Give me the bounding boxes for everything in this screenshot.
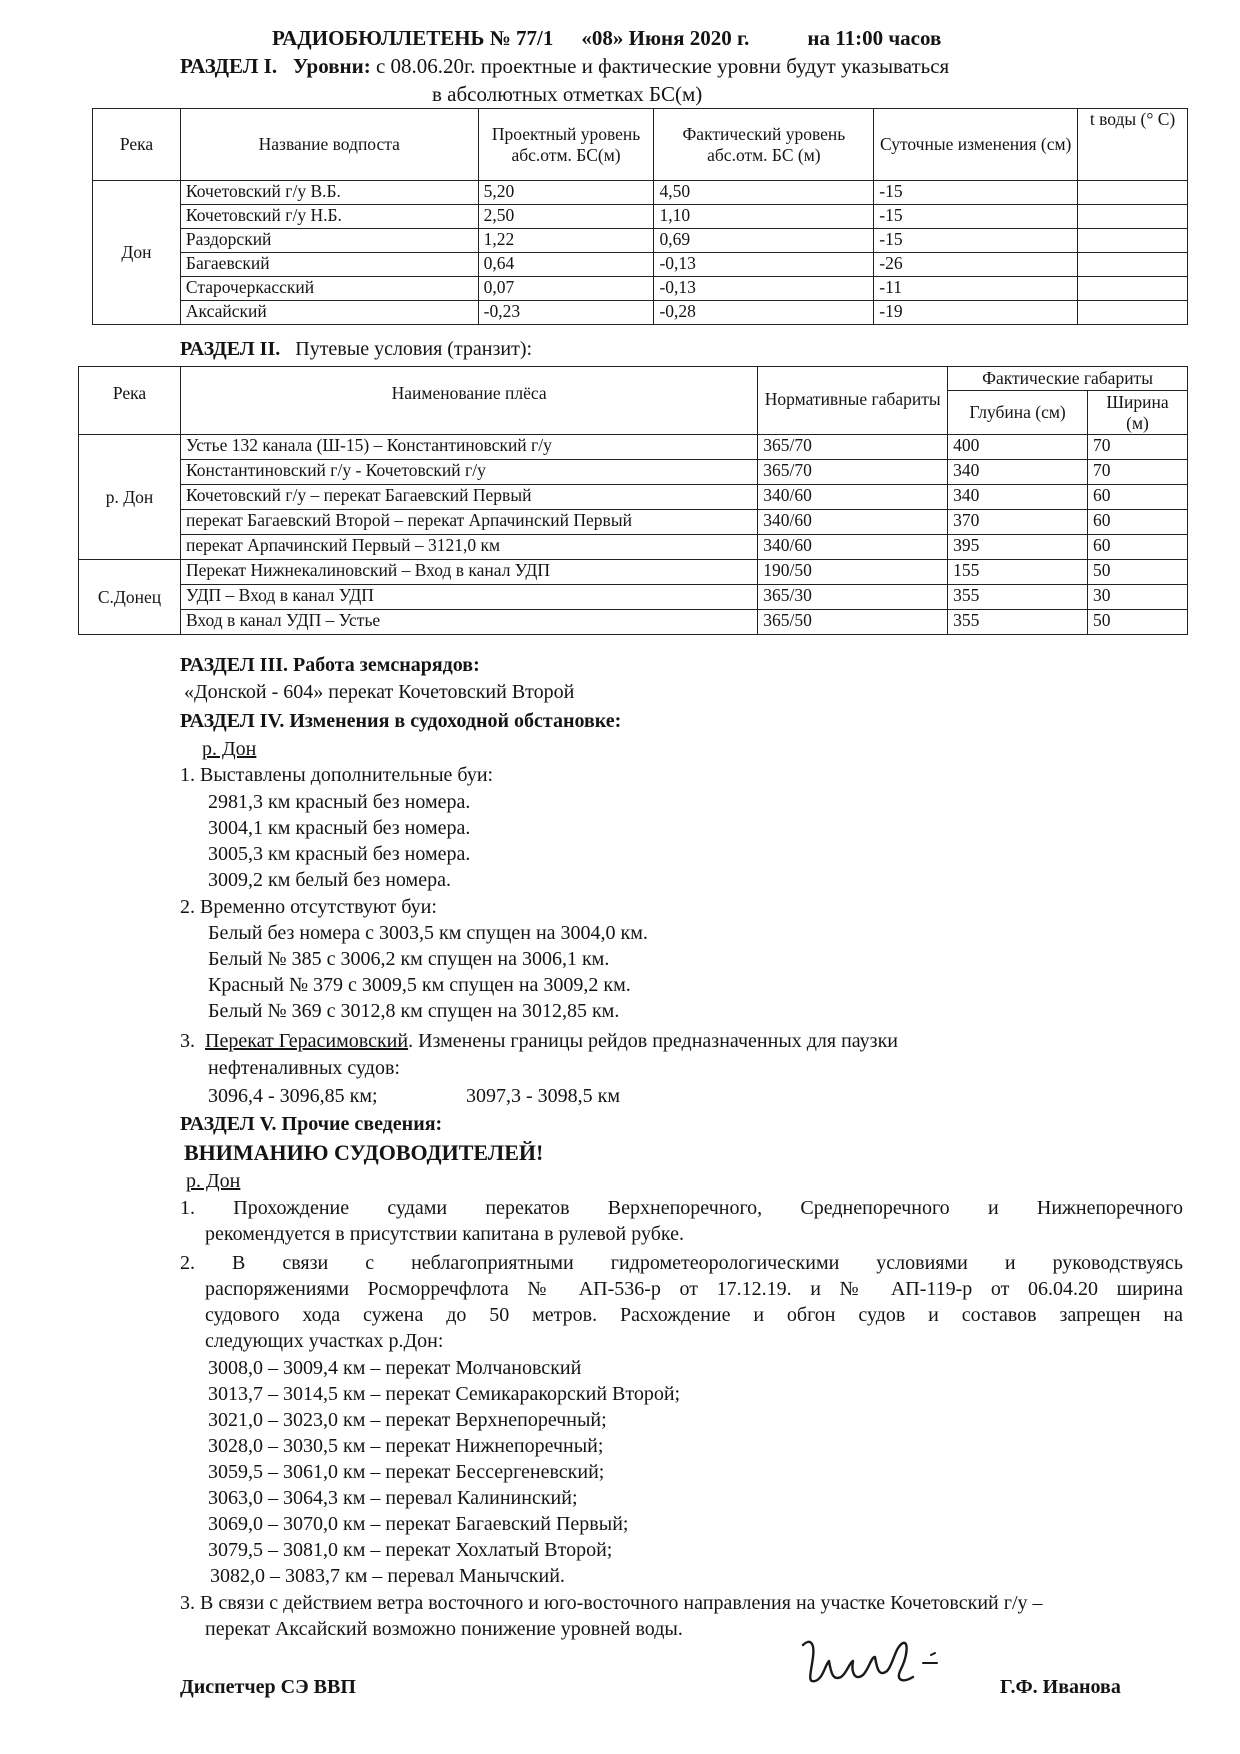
table-row — [93, 229, 1188, 253]
section5-heading: РАЗДЕЛ V. Прочие сведения: — [180, 1113, 443, 1135]
section5-p1-line2: рекомендуется в присутствии капитана в рулевой рубке. — [205, 1223, 684, 1245]
list-item: Белый № 369 с 3012,8 км спущен на 3012,85 км. — [208, 1000, 620, 1022]
section5-p2-line4: следующих участках р.Дон: — [205, 1330, 444, 1352]
table-row — [79, 560, 1188, 585]
section4-item3-text: . Изменены границы рейдов предназначенных для паузки — [408, 1030, 898, 1052]
transit-depth-cell: 355 — [948, 610, 1088, 635]
signer-name: Г.Ф. Иванова — [1000, 1676, 1121, 1698]
list-item: 3009,2 км белый без номера. — [208, 869, 451, 891]
section5-p3-line1: 3. В связи с действием ветра восточного и юго-восточного направления на участке Кочетовский г/у – — [180, 1592, 1043, 1614]
transit-width-cell: 70 — [1088, 460, 1188, 485]
levels-actual-cell: -0,13 — [654, 253, 874, 277]
transit-river-cell: р. Дон — [79, 435, 181, 560]
list-item: 3063,0 – 3064,3 км – перевал Калининский; — [208, 1487, 578, 1509]
list-item: 3005,3 км красный без номера. — [208, 843, 471, 865]
transit-table — [78, 366, 1188, 635]
levels-actual-cell: -0,28 — [654, 301, 874, 325]
table-row — [93, 253, 1188, 277]
transit-norm-cell: 340/60 — [758, 485, 948, 510]
levels-temp-cell — [1078, 253, 1188, 277]
levels-daily-cell: -19 — [874, 301, 1078, 325]
section5-p2-line3: судового хода сужена до 50 метров. Расхождение и обгон судов и составов запрещен на — [205, 1304, 1183, 1326]
table-row — [79, 610, 1188, 635]
levels-actual-cell: 4,50 — [654, 181, 874, 205]
levels-river-cell: Дон — [93, 181, 181, 325]
levels-temp-cell — [1078, 229, 1188, 253]
levels-header-river: Река — [93, 109, 181, 181]
table-row — [79, 435, 1188, 460]
transit-stretch-cell: Кочетовский г/у – перекат Багаевский Первый — [180, 485, 757, 510]
table-row — [93, 277, 1188, 301]
transit-stretch-cell: УДП – Вход в канал УДП — [180, 585, 757, 610]
levels-project-cell: 5,20 — [478, 181, 654, 205]
levels-daily-cell: -15 — [874, 181, 1078, 205]
section4-heading: РАЗДЕЛ IV. Изменения в судоходной обстановке: — [180, 710, 622, 732]
levels-temp-cell — [1078, 181, 1188, 205]
bulletin-time: на 11:00 часов — [807, 26, 942, 50]
section2-text: Путевые условия (транзит): — [295, 338, 533, 360]
list-item: 3082,0 – 3083,7 км – перевал Манычский. — [210, 1565, 565, 1587]
transit-header-width: Ширина (м) — [1088, 391, 1188, 435]
dispatcher-label: Диспетчер СЭ ВВП — [180, 1676, 356, 1698]
section5-river: р. Дон — [186, 1170, 241, 1192]
levels-daily-cell: -15 — [874, 205, 1078, 229]
bulletin-date: «08» Июня 2020 г. — [581, 26, 750, 50]
section4-item3-range1: 3096,4 - 3096,85 км; — [208, 1085, 378, 1107]
transit-depth-cell: 155 — [948, 560, 1088, 585]
list-item: Белый № 385 с 3006,2 км спущен на 3006,1 км. — [208, 948, 610, 970]
section1-text: с 08.06.20г. проектные и фактические уровни будут указываться — [370, 54, 950, 78]
table-row — [79, 460, 1188, 485]
signature-icon — [795, 1617, 975, 1712]
section5-p1-line1: 1. Прохождение судами перекатов Верхнепоречного, Среднепоречного и Нижнепоречного — [180, 1197, 1183, 1219]
section3-heading: РАЗДЕЛ III. Работа земснарядов: — [180, 654, 480, 676]
attention-heading: ВНИМАНИЮ СУДОВОДИТЕЛЕЙ! — [184, 1140, 544, 1165]
transit-norm-cell: 365/70 — [758, 460, 948, 485]
transit-depth-cell: 340 — [948, 460, 1088, 485]
transit-stretch-cell: Устье 132 канала (Ш-15) – Константиновский г/у — [180, 435, 757, 460]
table-row — [79, 535, 1188, 560]
levels-header-actual: Фактический уровень абс.отм. БС (м) — [654, 109, 874, 181]
section5-p2-line2: распоряжениями Росморречфлота № АП-536-р от 17.12.19. и № АП-119-р от 06.04.20 ширина — [205, 1278, 1183, 1300]
levels-project-cell: 0,07 — [478, 277, 654, 301]
transit-header-actual: Фактические габариты — [948, 367, 1188, 391]
list-item: 3004,1 км красный без номера. — [208, 817, 471, 839]
levels-project-cell: 2,50 — [478, 205, 654, 229]
list-item: Красный № 379 с 3009,5 км спущен на 3009,2 км. — [208, 974, 631, 996]
section1-levels-label: Уровни: — [292, 54, 371, 78]
transit-stretch-cell: Вход в канал УДП – Устье — [180, 610, 757, 635]
section4-item3 — [180, 1030, 898, 1053]
transit-width-cell: 30 — [1088, 585, 1188, 610]
bulletin-number: РАДИОБЮЛЛЕТЕНЬ № 77/1 — [272, 26, 554, 50]
levels-temp-cell — [1078, 205, 1188, 229]
section5-p2-line1: 2. В связи с неблагоприятными гидрометеорологическими условиями и руководствуясь — [180, 1252, 1183, 1274]
transit-depth-cell: 395 — [948, 535, 1088, 560]
section4-item1: 1. Выставлены дополнительные буи: — [180, 764, 494, 786]
transit-width-cell: 50 — [1088, 560, 1188, 585]
section2-label: РАЗДЕЛ II. — [180, 338, 281, 360]
levels-actual-cell: -0,13 — [654, 277, 874, 301]
levels-header-daily: Суточные изменения (см) — [874, 109, 1078, 181]
transit-depth-cell: 355 — [948, 585, 1088, 610]
section4-item3-number: 3. — [180, 1030, 195, 1052]
section4-item2: 2. Временно отсутствуют буи: — [180, 896, 437, 918]
section1-label: РАЗДЕЛ I. — [180, 54, 278, 78]
levels-daily-cell: -11 — [874, 277, 1078, 301]
table-row — [79, 485, 1188, 510]
table-row — [93, 181, 1188, 205]
section5-p3-line2: перекат Аксайский возможно понижение уровней воды. — [205, 1618, 683, 1640]
levels-header-project: Проектный уровень абс.отм. БС(м) — [478, 109, 654, 181]
transit-header-row — [79, 367, 1188, 391]
transit-width-cell: 60 — [1088, 535, 1188, 560]
transit-norm-cell: 340/60 — [758, 535, 948, 560]
levels-actual-cell: 0,69 — [654, 229, 874, 253]
levels-table — [92, 108, 1188, 325]
levels-daily-cell: -15 — [874, 229, 1078, 253]
section4-item3-range2: 3097,3 - 3098,5 км — [466, 1085, 621, 1107]
list-item: 3013,7 – 3014,5 км – перекат Семикаракорский Второй; — [208, 1383, 681, 1405]
transit-river-cell: С.Донец — [79, 560, 181, 635]
transit-header-norm: Нормативные габариты — [758, 367, 948, 435]
section4-item3-text2: нефтеналивных судов: — [208, 1057, 400, 1079]
list-item: 3028,0 – 3030,5 км – перекат Нижнепоречный; — [208, 1435, 604, 1457]
section2-heading — [180, 338, 532, 361]
transit-norm-cell: 190/50 — [758, 560, 948, 585]
transit-norm-cell: 365/50 — [758, 610, 948, 635]
levels-actual-cell: 1,10 — [654, 205, 874, 229]
levels-project-cell: -0,23 — [478, 301, 654, 325]
table-row — [79, 510, 1188, 535]
transit-norm-cell: 340/60 — [758, 510, 948, 535]
transit-header-depth: Глубина (см) — [948, 391, 1088, 435]
transit-norm-cell: 365/30 — [758, 585, 948, 610]
section1-subtext: в абсолютных отметках БС(м) — [432, 82, 703, 106]
levels-post-cell: Багаевский — [180, 253, 478, 277]
levels-header-temp: t воды (° С) — [1078, 109, 1188, 181]
list-item: 2981,3 км красный без номера. — [208, 791, 471, 813]
transit-stretch-cell: Перекат Нижнекалиновский – Вход в канал УДП — [180, 560, 757, 585]
section3-dredger-line: «Донской - 604» перекат Кочетовский Второй — [184, 681, 575, 703]
transit-depth-cell: 370 — [948, 510, 1088, 535]
levels-post-cell: Кочетовский г/у В.Б. — [180, 181, 478, 205]
transit-header-river: Река — [79, 367, 181, 435]
levels-temp-cell — [1078, 301, 1188, 325]
list-item: 3021,0 – 3023,0 км – перекат Верхнепоречный; — [208, 1409, 607, 1431]
list-item: Белый без номера с 3003,5 км спущен на 3004,0 км. — [208, 922, 648, 944]
levels-project-cell: 1,22 — [478, 229, 654, 253]
list-item: 3069,0 – 3070,0 км – перекат Багаевский Первый; — [208, 1513, 629, 1535]
levels-post-cell: Раздорский — [180, 229, 478, 253]
transit-depth-cell: 340 — [948, 485, 1088, 510]
transit-stretch-cell: перекат Багаевский Второй – перекат Арпачинский Первый — [180, 510, 757, 535]
section4-item3-place: Перекат Герасимовский — [205, 1030, 409, 1052]
transit-width-cell: 60 — [1088, 485, 1188, 510]
section4-river: р. Дон — [202, 738, 257, 760]
transit-stretch-cell: Константиновский г/у - Кочетовский г/у — [180, 460, 757, 485]
levels-header-row — [93, 109, 1188, 181]
list-item: 3059,5 – 3061,0 км – перекат Бессергеневский; — [208, 1461, 605, 1483]
table-row — [79, 585, 1188, 610]
transit-width-cell: 70 — [1088, 435, 1188, 460]
levels-post-cell: Кочетовский г/у Н.Б. — [180, 205, 478, 229]
levels-daily-cell: -26 — [874, 253, 1078, 277]
levels-post-cell: Аксайский — [180, 301, 478, 325]
list-item: 3079,5 – 3081,0 км – перекат Хохлатый Второй; — [208, 1539, 613, 1561]
list-item: 3008,0 – 3009,4 км – перекат Молчановский — [208, 1357, 582, 1379]
transit-norm-cell: 365/70 — [758, 435, 948, 460]
transit-stretch-cell: перекат Арпачинский Первый – 3121,0 км — [180, 535, 757, 560]
levels-project-cell: 0,64 — [478, 253, 654, 277]
levels-post-cell: Старочеркасский — [180, 277, 478, 301]
transit-width-cell: 50 — [1088, 610, 1188, 635]
levels-header-post: Название водпоста — [180, 109, 478, 181]
table-row — [93, 205, 1188, 229]
transit-depth-cell: 400 — [948, 435, 1088, 460]
levels-temp-cell — [1078, 277, 1188, 301]
transit-width-cell: 60 — [1088, 510, 1188, 535]
bulletin-title — [272, 26, 941, 51]
transit-header-stretch: Наименование плёса — [180, 367, 757, 435]
table-row — [93, 301, 1188, 325]
section1-heading — [180, 54, 949, 79]
